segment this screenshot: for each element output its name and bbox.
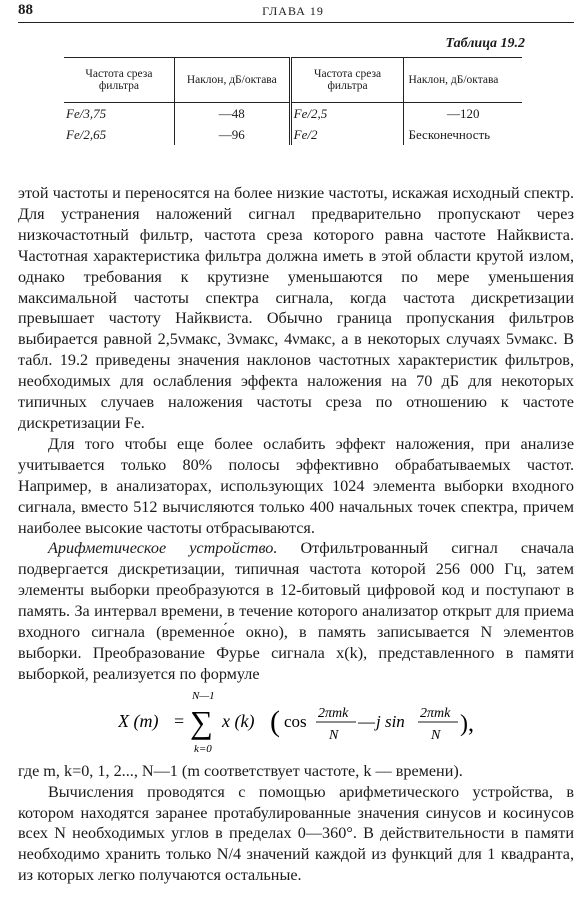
formula-xk: x (k) [222, 710, 255, 731]
page-header [18, 2, 568, 22]
table-cell: Бесконечность [408, 126, 491, 142]
sum-sign: ∑ [190, 703, 213, 740]
sum-lower-limit: k=0 [194, 742, 212, 755]
table-header-row [64, 58, 522, 103]
table-cell: Fe/2 [290, 124, 404, 145]
jsin-label: j sin [376, 711, 405, 731]
header-cell: Частота среза фильтра [290, 58, 404, 103]
table-cell: Fe/3,75 [64, 103, 174, 125]
table-cell: —120 [446, 105, 480, 121]
sum-upper-limit: N—1 [192, 689, 215, 702]
close-paren: ), [460, 710, 474, 737]
paragraph: Для того чтобы еще более ослабить эффект наложения, при анализе учитывается только 80% полосы эффективно обрабатываемых частот. Например, в анализаторах, использующих 1024 элемента выборки входного сигнала, вместо 512 вычисляются только 400 начальных точек спектра, причем наиболее высокие частоты отбрасываются. [18, 434, 574, 537]
table-cell: Fe/2,65 [64, 124, 174, 145]
formula-lhs: X (m) [118, 710, 159, 731]
paragraph-body: Отфильтрованный сигнал сначала подвергается дискретизации, типичная частота которой 256 000 Гц, затем элементы выборки преобразуются в 12-битовый цифровой код и поступают в память. За интервал времени, в течение которого анализатор открыт для приема входного сигнала (временно́е окно), в память записывается N элементов выборки. Преобразование Фурье сигнала x(k), представленного в памяти выборкой, реализуется по формуле [18, 539, 574, 683]
paragraph-run-in-title: Арифметическое устройство. [48, 539, 278, 558]
table-cell: —48 [174, 103, 290, 125]
table-row [64, 124, 522, 145]
sin-numerator: 2πmk [420, 705, 451, 721]
cos-numerator: 2πmk [318, 705, 349, 721]
paragraph: где m, k=0, 1, 2..., N—1 (m соответствует частоте, k — времени). [18, 761, 463, 780]
table-cell: —96 [174, 124, 290, 145]
open-paren: ( [270, 704, 280, 738]
fourier-formula [18, 685, 574, 761]
filter-table [64, 57, 522, 145]
table-row [64, 103, 522, 125]
body-text [18, 183, 574, 886]
cos-denominator: N [329, 727, 339, 743]
cos-label: cos [284, 711, 307, 731]
header-rule [18, 22, 574, 23]
formula-minus: — [358, 711, 375, 731]
formula-equals: = [174, 710, 185, 731]
header-cell: Наклон, дБ/октава [174, 58, 290, 103]
table-title: Таблица 19.2 [445, 36, 525, 51]
table-cell: Fe/2,5 [290, 103, 404, 125]
paragraph: Вычисления проводятся с помощью арифметического устройства, в котором находятся заранее протабулированные значения синусов и косинусов всех N необходимых углов в пределах 0—360°. В действительности в памяти необходимо хранить только N/4 значений каждой из функций для 1 квадранта, из которых легко получаются остальные. [18, 782, 574, 885]
paragraph: этой частоты и переносятся на более низкие частоты, искажая исходный спектр. Для устранения наложений сигнал предварительно пропускают через низкочастотный фильтр, частота среза которого равна частоте Найквиста. Частотная характеристика фильтра должна иметь в этой области крутой излом, однако требования к крутизне уменьшаются по мере уменьшения максимальной частоты спектра сигнала, когда частота дискретизации превышает частоту Найквиста. Обычно граница пропускания фильтров выбирается равной 2,5νмакс, 3νмакс, 4νмакс, а в некоторых случаях 5νмакс. В табл. 19.2 приведены значения наклонов частотных характеристик фильтров, необходимых для ослабления эффекта наложения на 70 дБ для некоторых типичных случаев наложения частоты среза по отношению к частоте дискретизации Fe. [18, 184, 574, 432]
header-cell: Частота среза фильтра [64, 58, 174, 103]
header-cell: Наклон, дБ/октава [404, 58, 522, 103]
chapter-title: ГЛАВА 19 [262, 4, 324, 18]
paragraph [18, 538, 574, 684]
sin-denominator: N [431, 727, 441, 743]
page-number: 88 [18, 2, 33, 18]
